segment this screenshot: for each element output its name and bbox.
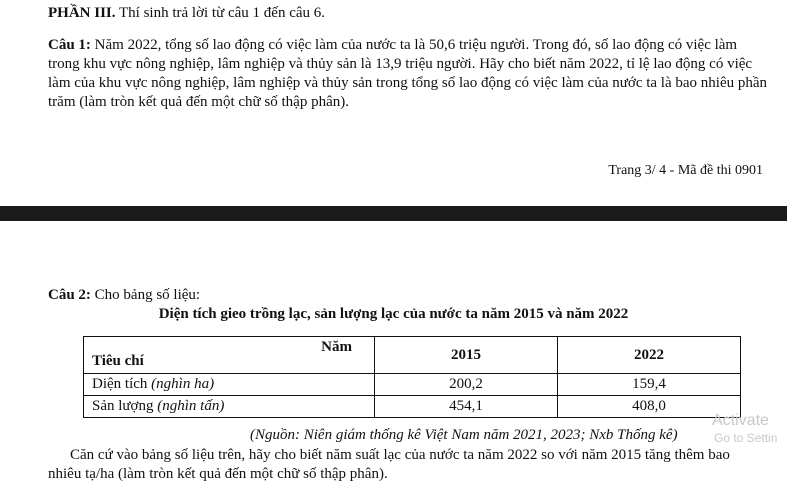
row-unit: (nghìn tấn) [157, 398, 225, 414]
table-cell: 454,1 [375, 396, 558, 418]
corner-year-label: Năm [321, 339, 352, 355]
row-unit: (nghìn ha) [151, 376, 215, 392]
watermark-line-2: Go to Settin [714, 431, 778, 445]
table-source: (Nguồn: Niên giám thống kê Việt Nam năm 2021, 2023; Nxb Thống kê) [250, 427, 678, 443]
corner-criteria-label: Tiêu chí [92, 353, 144, 369]
table-cell: 200,2 [375, 374, 558, 396]
question-2-intro-text: Cho bảng số liệu: [90, 287, 201, 303]
table-row [84, 396, 741, 418]
activation-watermark [712, 411, 778, 445]
data-table [83, 336, 741, 418]
row-label [84, 374, 375, 396]
question-1 [48, 36, 768, 112]
year-header: 2015 [375, 337, 558, 374]
table-cell: 408,0 [558, 396, 741, 418]
question-2-text: Căn cứ vào bảng số liệu trên, hãy cho biết năm suất lạc của nước ta năm 2022 so với năm 2015 tăng thêm bao nhiêu tạ/ha (làm tròn kết quả đến một chữ số thập phân). [48, 447, 730, 482]
section-heading-text: Thí sinh trả lời từ câu 1 đến câu 6. [115, 5, 326, 21]
question-2-intro [48, 286, 200, 305]
question-1-text: Năm 2022, tổng số lao động có việc làm của nước ta là 50,6 triệu người. Trong đó, số lao động có việc làm trong khu vực nông nghiệp, lâm nghiệp và thủy sản là 13,9 triệu người. Hãy cho biết năm 2022, tỉ lệ lao động có việc làm của khu vực nông nghiệp, lâm nghiệp và thủy sản trong tổng số lao động có việc làm của nước ta là bao nhiêu phần trăm (làm tròn kết quả đến một chữ số thập phân). [48, 37, 768, 110]
table-title: Diện tích gieo trồng lạc, sản lượng lạc của nước ta năm 2015 và năm 2022 [158, 306, 629, 322]
question-1-label: Câu 1: [48, 37, 91, 53]
page-footer: Trang 3/ 4 - Mã đề thi 0901 [608, 163, 763, 178]
section-heading [48, 4, 325, 23]
table-row [84, 374, 741, 396]
watermark-line-1: Activate [712, 412, 769, 429]
question-2-label: Câu 2: [48, 287, 91, 303]
year-header: 2022 [558, 337, 741, 374]
row-label-text: Sản lượng [92, 398, 158, 414]
table-header-row [84, 337, 741, 374]
page-divider [0, 206, 787, 221]
section-heading-label: PHẦN III. [48, 5, 116, 21]
row-label-text: Diện tích [92, 376, 152, 392]
table-cell: 159,4 [558, 374, 741, 396]
table-corner-cell [84, 337, 375, 374]
row-label [84, 396, 375, 418]
